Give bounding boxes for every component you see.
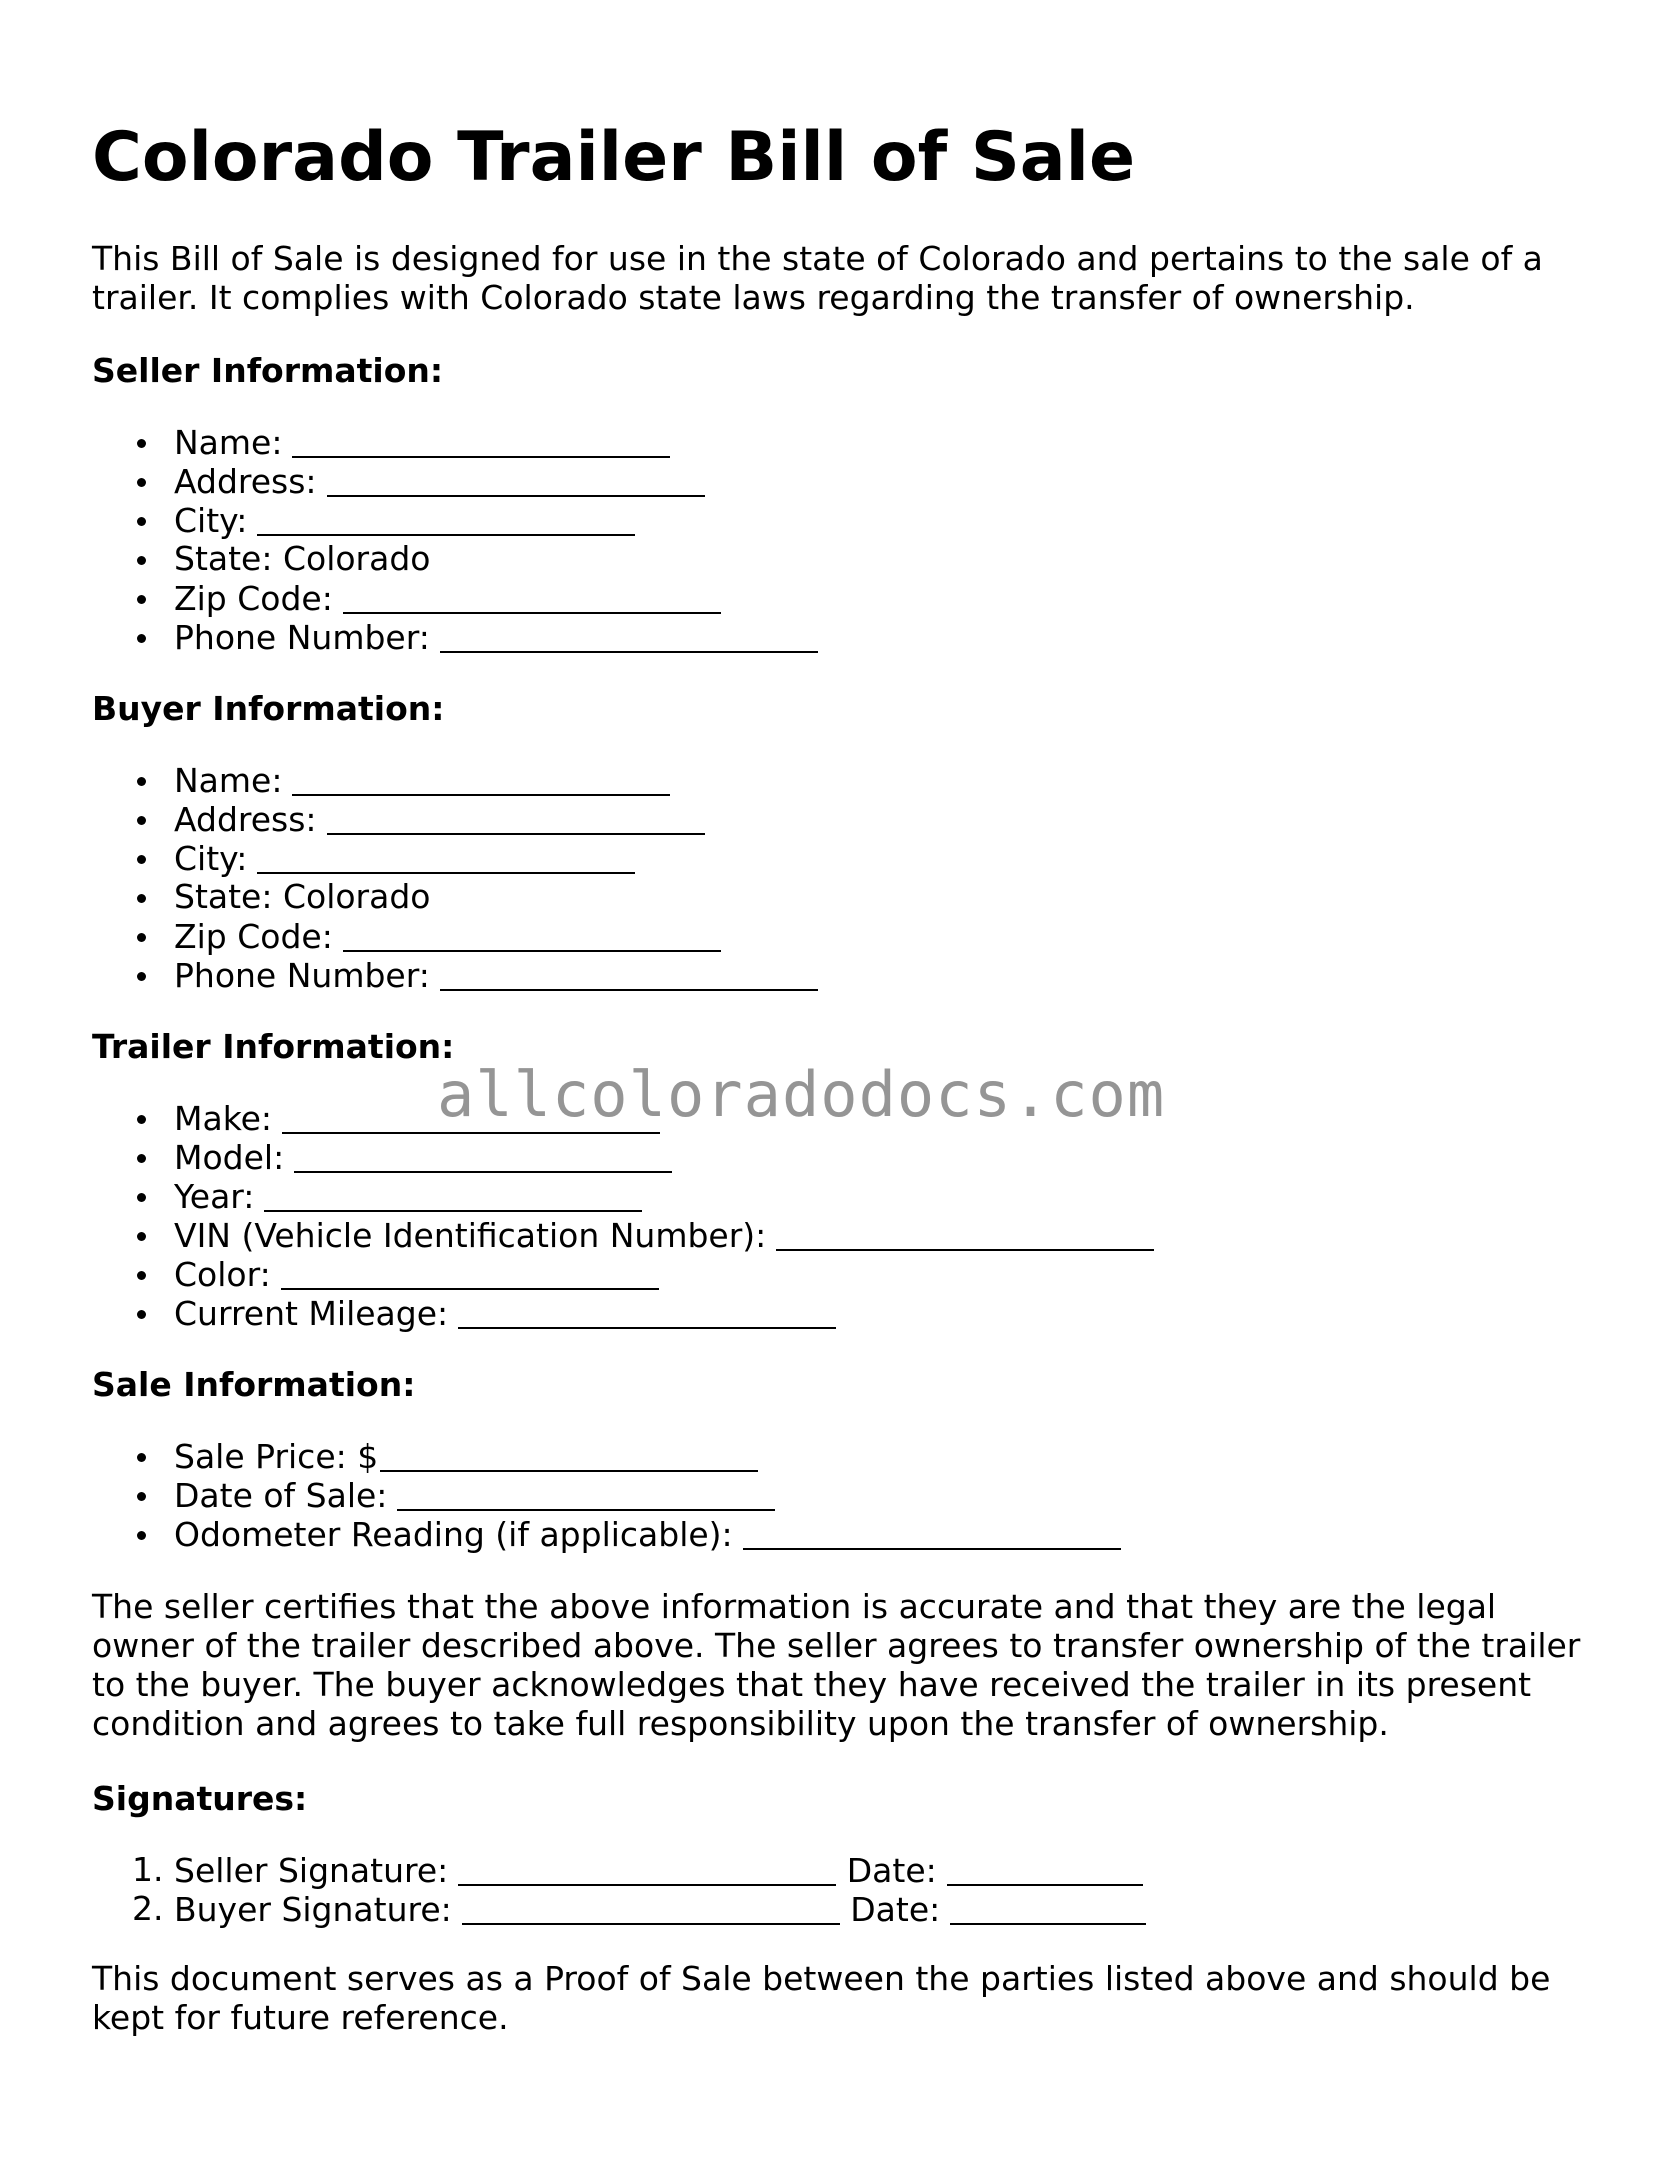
sale-date-item: Date of Sale: xyxy=(92,1475,1121,1514)
signatures-list xyxy=(92,1850,1146,1928)
buyer-signature-item: 2. Buyer Signature: Date: xyxy=(92,1889,1146,1928)
seller-zip-blank[interactable] xyxy=(343,582,721,614)
seller-city-item: City: xyxy=(92,500,818,539)
intro-paragraph: This Bill of Sale is designed for use in the state of Colorado and pertains to the sale of a trailer. It complies with Colorado state laws regarding the transfer of ownership. xyxy=(92,239,1543,317)
sale-heading: Sale Information: xyxy=(92,1365,416,1404)
buyer-list xyxy=(92,760,818,994)
seller-heading: Seller Information: xyxy=(92,351,444,390)
trailer-vin-item: VIN (Vehicle Identification Number): xyxy=(92,1215,1154,1254)
seller-city-blank[interactable] xyxy=(257,504,635,536)
buyer-phone-blank[interactable] xyxy=(440,959,818,991)
buyer-signature-date-blank[interactable] xyxy=(950,1893,1146,1925)
seller-signature-date-blank[interactable] xyxy=(947,1854,1143,1886)
seller-address-blank[interactable] xyxy=(327,465,705,497)
trailer-mileage-item: Current Mileage: xyxy=(92,1293,1154,1332)
trailer-model-item: Model: xyxy=(92,1137,1154,1176)
closing-paragraph: This document serves as a Proof of Sale between the parties listed above and should be kept for future reference. xyxy=(92,1959,1551,2037)
seller-zip-item: Zip Code: xyxy=(92,578,818,617)
trailer-heading: Trailer Information: xyxy=(92,1027,455,1066)
document-title: Colorado Trailer Bill of Sale xyxy=(92,118,1136,197)
sale-odometer-blank[interactable] xyxy=(743,1518,1121,1550)
trailer-color-blank[interactable] xyxy=(281,1258,659,1290)
buyer-state-item: State: Colorado xyxy=(92,877,818,916)
buyer-city-item: City: xyxy=(92,838,818,877)
buyer-name-blank[interactable] xyxy=(292,764,670,796)
seller-signature-item: 1. Seller Signature: Date: xyxy=(92,1850,1146,1889)
buyer-signature-blank[interactable] xyxy=(462,1893,840,1925)
certification-paragraph: The seller certifies that the above information is accurate and that they are the legal owner of the trailer described above. The seller agrees to transfer ownership of the trailer to the buyer. The buyer acknowledges that they have received the trailer in its present condition and agrees to take full responsibility upon the transfer of ownership. xyxy=(92,1587,1581,1743)
buyer-zip-item: Zip Code: xyxy=(92,916,818,955)
trailer-mileage-blank[interactable] xyxy=(458,1297,836,1329)
seller-state-item: State: Colorado xyxy=(92,539,818,578)
trailer-year-blank[interactable] xyxy=(264,1180,642,1212)
sale-price-item: Sale Price: $ xyxy=(92,1436,1121,1475)
trailer-vin-blank[interactable] xyxy=(776,1219,1154,1251)
trailer-list xyxy=(92,1098,1154,1332)
seller-list xyxy=(92,422,818,656)
seller-name-blank[interactable] xyxy=(292,426,670,458)
watermark: allcoloradodocs.com xyxy=(437,1058,1166,1131)
buyer-address-blank[interactable] xyxy=(327,803,705,835)
seller-signature-blank[interactable] xyxy=(458,1854,836,1886)
seller-phone-item: Phone Number: xyxy=(92,617,818,656)
trailer-make-item: Make: xyxy=(92,1098,1154,1137)
buyer-heading: Buyer Information: xyxy=(92,689,445,728)
sale-odometer-item: Odometer Reading (if applicable): xyxy=(92,1514,1121,1553)
trailer-model-blank[interactable] xyxy=(294,1141,672,1173)
seller-address-item: Address: xyxy=(92,461,818,500)
trailer-color-item: Color: xyxy=(92,1254,1154,1293)
signatures-heading: Signatures: xyxy=(92,1779,308,1818)
buyer-city-blank[interactable] xyxy=(257,842,635,874)
buyer-phone-item: Phone Number: xyxy=(92,955,818,994)
buyer-zip-blank[interactable] xyxy=(343,920,721,952)
sale-date-blank[interactable] xyxy=(397,1479,775,1511)
trailer-year-item: Year: xyxy=(92,1176,1154,1215)
sale-price-blank[interactable] xyxy=(380,1440,758,1472)
seller-phone-blank[interactable] xyxy=(440,621,818,653)
sale-list xyxy=(92,1436,1121,1553)
seller-name-item: Name: xyxy=(92,422,818,461)
buyer-address-item: Address: xyxy=(92,799,818,838)
buyer-name-item: Name: xyxy=(92,760,818,799)
